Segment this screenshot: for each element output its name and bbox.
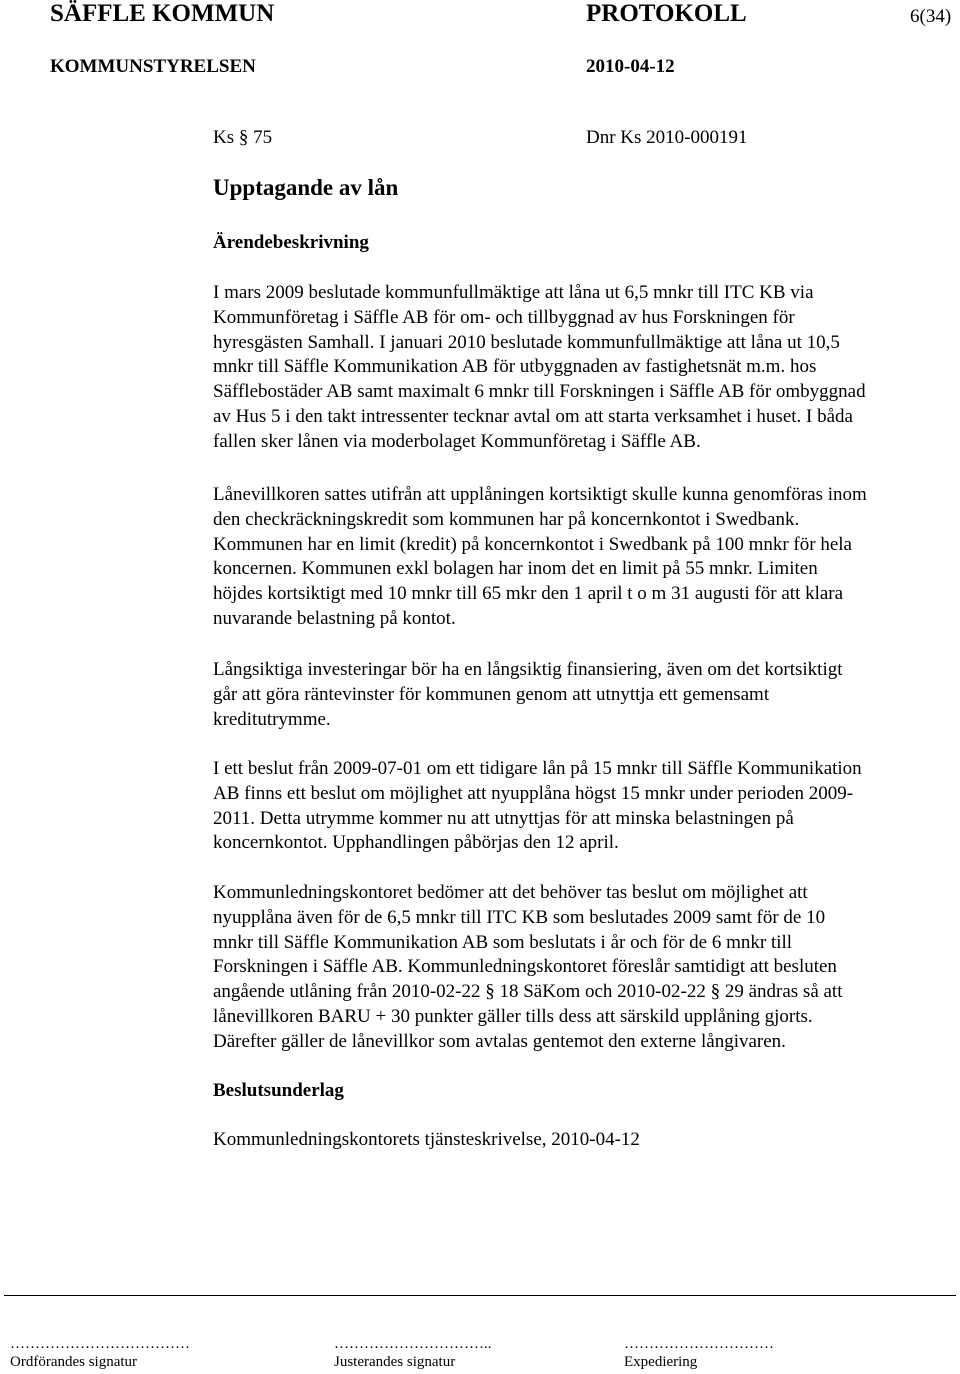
text-line: den checkräckningskredit som kommunen har på koncernkontot i Swedbank. xyxy=(213,508,800,530)
text-line: Säfflebostäder AB samt maximalt 6 mnkr till Forskningen i Säffle AB för ombyggnad xyxy=(213,381,866,403)
paragraph-4 xyxy=(213,757,958,856)
document-type: PROTOKOLL xyxy=(586,0,747,27)
text-line: I ett beslut från 2009-07-01 om ett tidigare lån på 15 mnkr till Säffle Kommunikation xyxy=(213,758,862,779)
dispatch-label: Expediering xyxy=(624,1354,698,1370)
text-line: Kommunföretag i Säffle AB för om- och tillbyggnad av hus Forskningen för xyxy=(213,306,795,328)
text-line: av Hus 5 i den takt intressenter tecknar avtal om att starta verksamhet i huset. I båda xyxy=(213,405,853,427)
text-line: lånevillkoren BARU + 30 punkter gäller tills dess att särskild upplåning gjorts. xyxy=(213,1005,813,1027)
text-line: Kommunen har en limit (kredit) på koncernkontot i Swedbank på 100 mnkr för hela xyxy=(213,533,852,555)
text-line: mnkr till Säffle Kommunikation AB som beslutats i år och för de 6 mnkr till xyxy=(213,931,793,953)
text-line: Därefter gäller de lånevillkor som avtalas gentemot den externe långivaren. xyxy=(213,1030,786,1052)
text-line: Långsiktiga investeringar bör ha en långsiktig finansiering, även om det kortsiktigt xyxy=(213,659,843,680)
text-line: I mars 2009 beslutade kommunfullmäktige att låna ut 6,5 mnkr till ITC KB via xyxy=(213,282,814,303)
adjuster-signature-label: Justerandes signatur xyxy=(334,1354,456,1370)
page-number: 6(34) xyxy=(910,6,952,27)
text-line: Kommunledningskontoret bedömer att det behöver tas beslut om möjlighet att xyxy=(213,882,808,903)
text-line: koncernen. Kommunen exkl bolagen har inom det en limit på 55 mnkr. Limiten xyxy=(213,558,818,580)
basis-text: Kommunledningskontorets tjänsteskrivelse, 2010-04-12 xyxy=(213,1129,640,1150)
chair-signature-label: Ordförandes signatur xyxy=(10,1354,138,1370)
municipality-name: SÄFFLE KOMMUN xyxy=(50,0,275,27)
paragraph-1 xyxy=(213,281,958,455)
text-line: hyresgästen Samhall. I januari 2010 beslutade kommunfullmäktige att låna ut 10,5 xyxy=(213,331,840,353)
text-line: fallen sker lånen via moderbolaget Kommunföretag i Säffle AB. xyxy=(213,430,701,452)
paragraph-3 xyxy=(213,658,958,732)
text-line: går att göra räntevinster för kommunen genom att utnyttja ett gemensamt xyxy=(213,683,770,705)
text-line: 2011. Detta utrymme kommer nu att utnyttjas för att minska belastningen på xyxy=(213,807,794,829)
basis-heading: Beslutsunderlag xyxy=(213,1080,344,1101)
text-line: mnkr till Säffle Kommunikation AB för utbyggnaden av fastighetsnät m.m. hos xyxy=(213,356,817,378)
paragraph-5 xyxy=(213,881,958,1055)
text-line: nuvarande belastning på kontot. xyxy=(213,607,456,629)
signature-dots: ………………………….. xyxy=(334,1336,492,1352)
meeting-date: 2010-04-12 xyxy=(586,56,675,77)
signature-dots: ………………………… xyxy=(624,1336,774,1352)
case-paragraph: Ks § 75 xyxy=(213,127,273,148)
text-line: nyupplåna även för de 6,5 mnkr till ITC KB som beslutades 2009 samt för de 10 xyxy=(213,906,826,928)
text-line: koncernkontot. Upphandlingen påbörjas den 12 april. xyxy=(213,832,619,854)
text-line: kreditutrymme. xyxy=(213,708,331,730)
paragraph-2 xyxy=(213,483,958,632)
board-name: KOMMUNSTYRELSEN xyxy=(50,56,256,77)
text-line: AB finns ett beslut om möjlighet att nyupplåna högst 15 mnkr under perioden 2009- xyxy=(213,782,854,804)
case-registry-number: Dnr Ks 2010-000191 xyxy=(586,127,748,148)
section-heading: Ärendebeskrivning xyxy=(213,232,369,253)
text-line: höjdes kortsiktigt med 10 mnkr till 65 mkr den 1 april t o m 31 augusti för att klara xyxy=(213,583,844,605)
case-title: Upptagande av lån xyxy=(213,175,399,200)
signature-dots: ……………………………… xyxy=(10,1336,190,1352)
text-line: angående utlåning från 2010-02-22 § 18 SäKom och 2010-02-22 § 29 ändras så att xyxy=(213,981,843,1003)
text-line: Lånevillkoren sattes utifrån att upplåningen kortsiktigt skulle kunna genomföras inom xyxy=(213,484,867,505)
footer-divider xyxy=(4,1295,956,1296)
text-line: Forskningen i Säffle AB. Kommunledningskontoret föreslår samtidigt att besluten xyxy=(213,956,837,978)
